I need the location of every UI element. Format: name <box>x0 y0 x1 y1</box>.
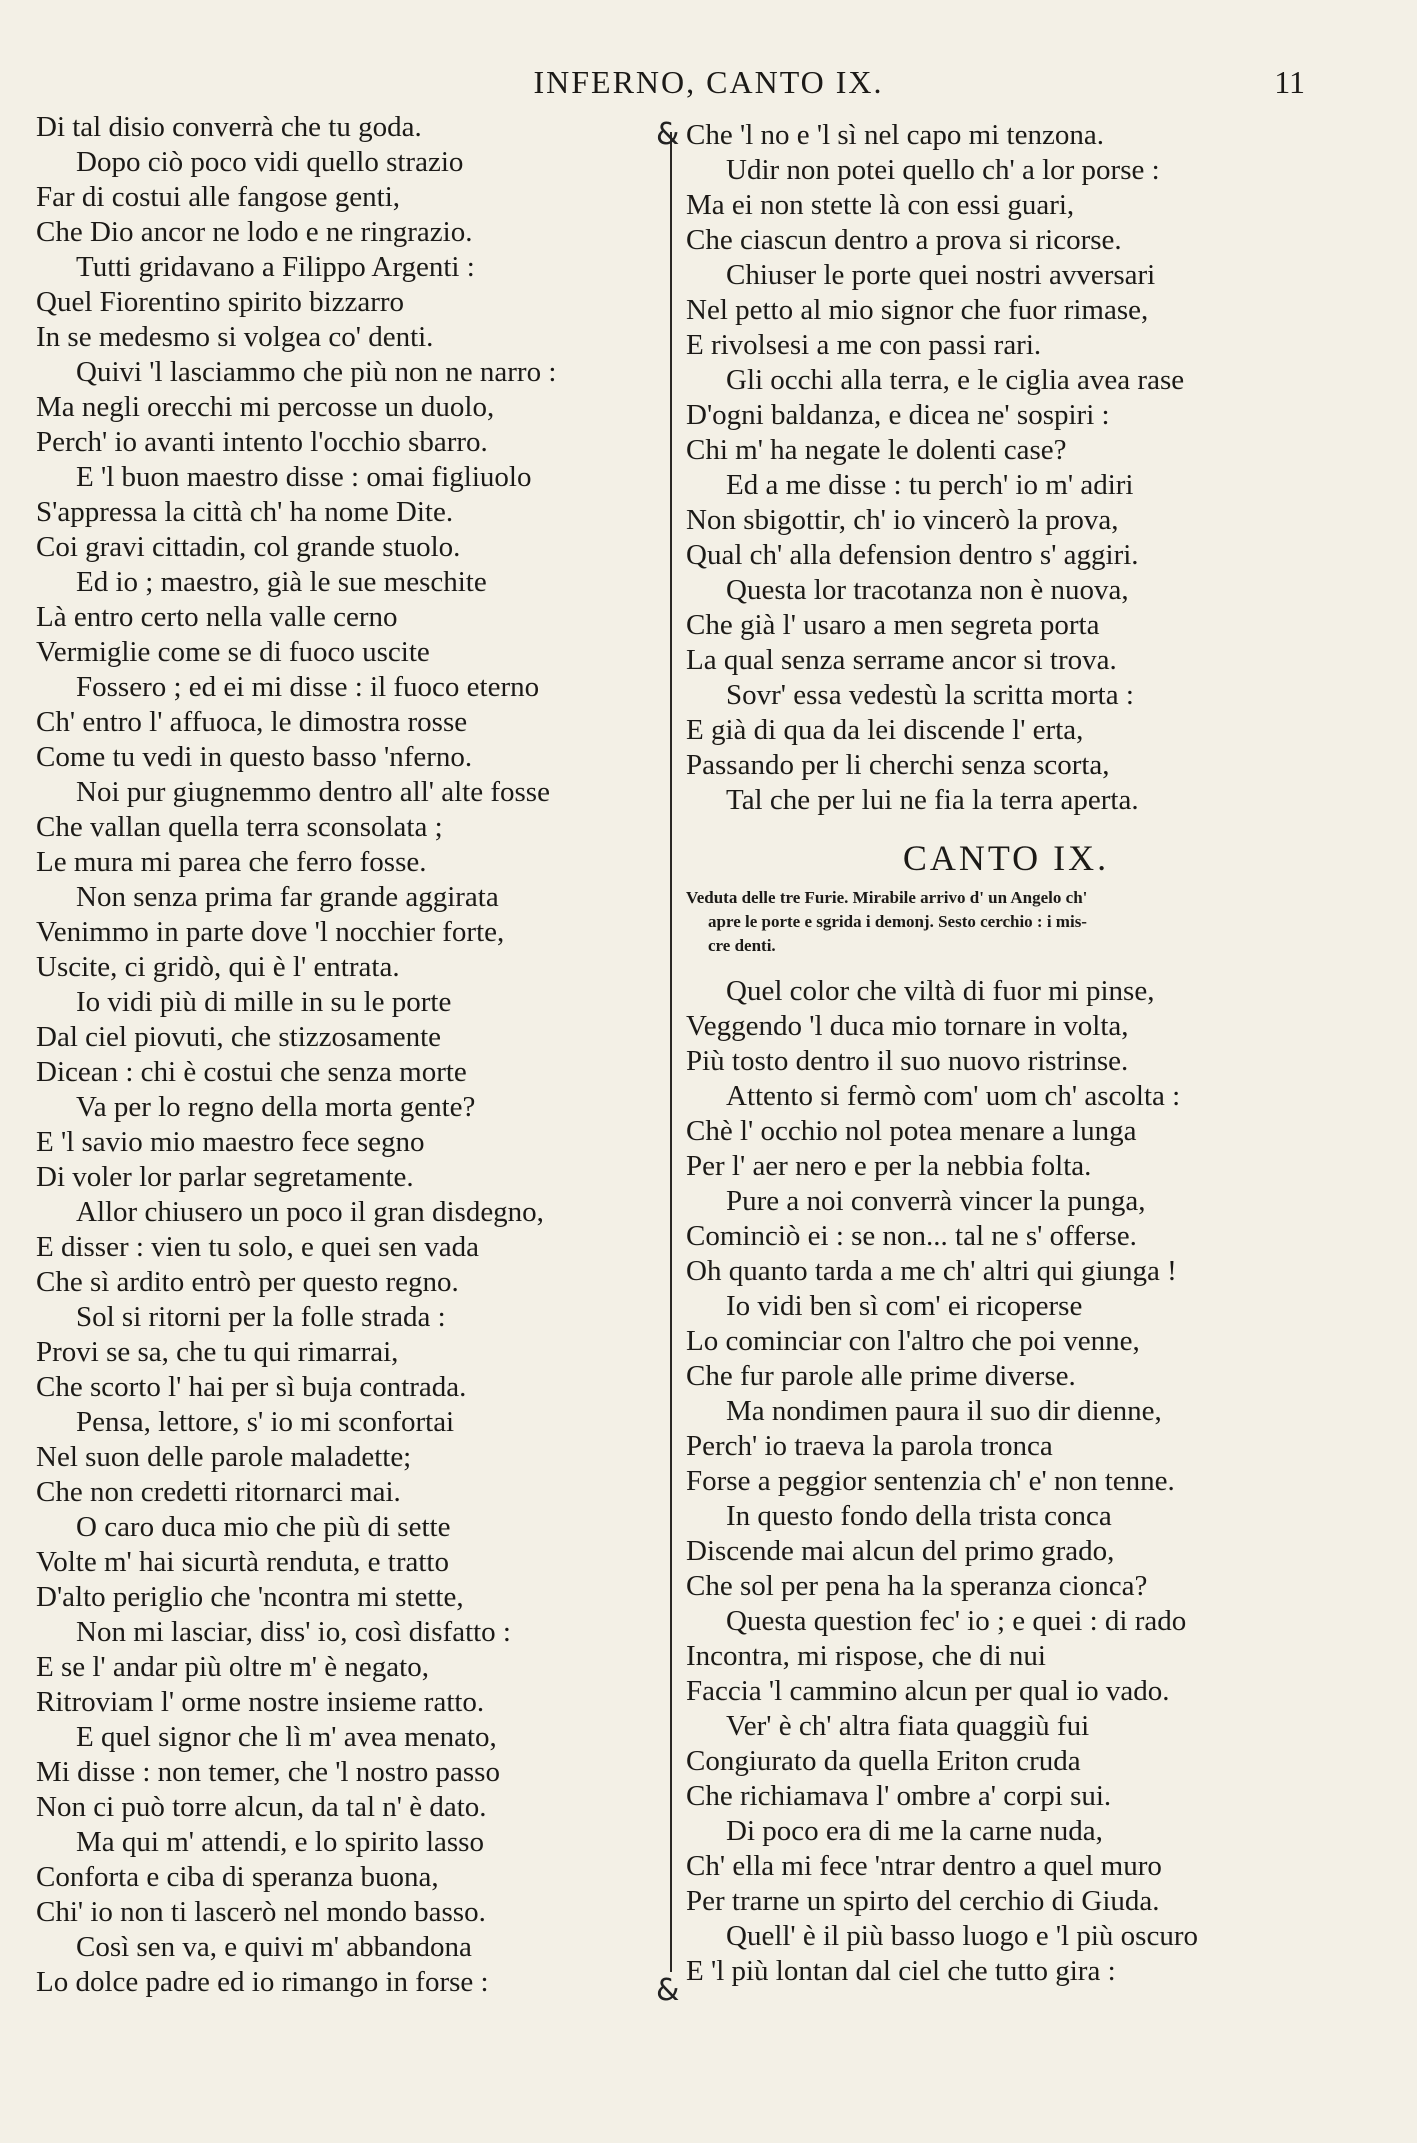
verse-line: Dal ciel piovuti, che stizzosamente <box>36 1021 442 1053</box>
verse-line: E già di qua da lei discende l' erta, <box>686 714 1084 746</box>
verse-line: Pure a noi converrà vincer la punga, <box>726 1185 1146 1217</box>
verse-line: Quivi 'l lasciammo che più non ne narro : <box>76 356 557 388</box>
verse-line: Pensa, lettore, s' io mi sconfortai <box>76 1406 455 1438</box>
verse-line: Che fur parole alle prime diverse. <box>686 1360 1076 1392</box>
verse-line: In questo fondo della trista conca <box>726 1500 1112 1532</box>
verse-line: Incontra, mi rispose, che di nui <box>686 1640 1046 1672</box>
verse-line: In se medesmo si volgea co' denti. <box>36 321 434 353</box>
verse-line: Allor chiusero un poco il gran disdegno, <box>76 1196 544 1228</box>
verse-line: E rivolsesi a me con passi rari. <box>686 329 1042 361</box>
verse-line: Perch' io traeva la parola tronca <box>686 1430 1053 1462</box>
verse-line: Coi gravi cittadin, col grande stuolo. <box>36 531 461 563</box>
right-column-verses-top <box>686 118 1326 818</box>
verse-line: Attento si fermò com' uom ch' ascolta : <box>726 1080 1181 1112</box>
column-divider <box>670 132 672 1972</box>
running-title: INFERNO, CANTO IX. <box>533 64 884 100</box>
verse-line: Passando per li cherchi senza scorta, <box>686 749 1110 781</box>
verse-line: Chiuser le porte quei nostri avversari <box>726 259 1156 291</box>
verse-line: Così sen va, e quivi m' abbandona <box>76 1931 472 1963</box>
verse-line: Tutti gridavano a Filippo Argenti : <box>76 251 475 283</box>
verse-line: Più tosto dentro il suo nuovo ristrinse. <box>686 1045 1129 1077</box>
verse-line: Di voler lor parlar segretamente. <box>36 1161 414 1193</box>
verse-line: Perch' io avanti intento l'occhio sbarro. <box>36 426 488 458</box>
verse-line: E 'l più lontan dal ciel che tutto gira : <box>686 1955 1116 1987</box>
page-number: 11 <box>1274 64 1305 100</box>
verse-line: Quel color che viltà di fuor mi pinse, <box>726 975 1155 1007</box>
verse-line: Che sol per pena ha la speranza cionca? <box>686 1570 1148 1602</box>
verse-line: Qual ch' alla defension dentro s' aggiri. <box>686 539 1139 571</box>
verse-line: Dopo ciò poco vidi quello strazio <box>76 146 464 178</box>
verse-line: Che vallan quella terra sconsolata ; <box>36 811 443 843</box>
verse-line: Che 'l no e 'l sì nel capo mi tenzona. <box>686 119 1104 151</box>
verse-line: Là entro certo nella valle cerno <box>36 601 398 633</box>
verse-line: Ma negli orecchi mi percosse un duolo, <box>36 391 495 423</box>
verse-line: Ver' è ch' altra fiata quaggiù fui <box>726 1710 1090 1742</box>
verse-line: Chi' io non ti lascerò nel mondo basso. <box>36 1896 486 1928</box>
verse-line: E 'l buon maestro disse : omai figliuolo <box>76 461 532 493</box>
verse-line: S'appressa la città ch' ha nome Dite. <box>36 496 454 528</box>
left-column <box>36 110 666 2000</box>
verse-line: Non senza prima far grande aggirata <box>76 881 499 913</box>
verse-line: Lo dolce padre ed io rimango in forse : <box>36 1966 489 1998</box>
verse-line: Di tal disio converrà che tu goda. <box>36 111 422 143</box>
verse-line: Ritroviam l' orme nostre insieme ratto. <box>36 1686 485 1718</box>
verse-line: Non ci può torre alcun, da tal n' è dato. <box>36 1791 487 1823</box>
verse-line: Gli occhi alla terra, e le ciglia avea rase <box>726 364 1185 396</box>
verse-line: Che ciascun dentro a prova si ricorse. <box>686 224 1122 256</box>
right-column-verses-bottom <box>686 974 1326 1989</box>
verse-line: Ch' ella mi fece 'ntrar dentro a quel muro <box>686 1850 1162 1882</box>
verse-line: Discende mai alcun del primo grado, <box>686 1535 1115 1567</box>
verse-line: E disser : vien tu solo, e quei sen vada <box>36 1231 479 1263</box>
verse-line: Che non credetti ritornarci mai. <box>36 1476 401 1508</box>
page-header <box>0 64 1417 110</box>
verse-line: Oh quanto tarda a me ch' altri qui giunga ! <box>686 1255 1177 1287</box>
verse-line: Va per lo regno della morta gente? <box>76 1091 476 1123</box>
verse-line: Forse a peggior sentenzia ch' e' non tenne. <box>686 1465 1175 1497</box>
verse-line: Ch' entro l' affuoca, le dimostra rosse <box>36 706 468 738</box>
ornament-bottom-icon: & <box>656 1973 680 2008</box>
verse-line: Mi disse : non temer, che 'l nostro passo <box>36 1756 500 1788</box>
verse-line: Noi pur giugnemmo dentro all' alte fosse <box>76 776 550 808</box>
verse-line: E quel signor che lì m' avea menato, <box>76 1721 497 1753</box>
verse-line: Provi se sa, che tu qui rimarrai, <box>36 1336 399 1368</box>
verse-line: Nel petto al mio signor che fuor rimase, <box>686 294 1149 326</box>
verse-line: Nel suon delle parole maladette; <box>36 1441 412 1473</box>
verse-line: Far di costui alle fangose genti, <box>36 181 401 213</box>
verse-line: Tal che per lui ne fia la terra aperta. <box>726 784 1139 816</box>
verse-line: Di poco era di me la carne nuda, <box>726 1815 1103 1847</box>
verse-line: Che sì ardito entrò per questo regno. <box>36 1266 459 1298</box>
verse-line: Ma ei non stette là con essi guari, <box>686 189 1075 221</box>
verse-line: O caro duca mio che più di sette <box>76 1511 451 1543</box>
verse-line: Che già l' usaro a men segreta porta <box>686 609 1100 641</box>
verse-line: Udir non potei quello ch' a lor porse : <box>726 154 1160 186</box>
verse-line: Che scorto l' hai per sì buja contrada. <box>36 1371 467 1403</box>
ornament-top-icon: & <box>656 117 680 152</box>
argument-line: Veduta delle tre Furie. Mirabile arrivo d' un Angelo ch' <box>686 888 1088 907</box>
verse-line: Congiurato da quella Eriton cruda <box>686 1745 1081 1777</box>
verse-line: E se l' andar più oltre m' è negato, <box>36 1651 429 1683</box>
verse-line: Non sbigottir, ch' io vincerò la prova, <box>686 504 1119 536</box>
verse-line: Fossero ; ed ei mi disse : il fuoco eterno <box>76 671 540 703</box>
verse-line: Io vidi più di mille in su le porte <box>76 986 452 1018</box>
verse-line: La qual senza serrame ancor si trova. <box>686 644 1117 676</box>
verse-line: Io vidi ben sì com' ei ricoperse <box>726 1290 1083 1322</box>
verse-line: Non mi lasciar, diss' io, così disfatto : <box>76 1616 511 1648</box>
canto-argument <box>686 886 1326 958</box>
verse-line: E 'l savio mio maestro fece segno <box>36 1126 425 1158</box>
verse-line: Sol si ritorni per la folle strada : <box>76 1301 446 1333</box>
verse-line: Conforta e ciba di speranza buona, <box>36 1861 439 1893</box>
verse-line: Ed io ; maestro, già le sue meschite <box>76 566 487 598</box>
verse-line: Dicean : chi è costui che senza morte <box>36 1056 467 1088</box>
verse-line: Le mura mi parea che ferro fosse. <box>36 846 427 878</box>
verse-line: Ma nondimen paura il suo dir dienne, <box>726 1395 1162 1427</box>
verse-line: Ma qui m' attendi, e lo spirito lasso <box>76 1826 484 1858</box>
verse-line: Chè l' occhio nol potea menare a lunga <box>686 1115 1137 1147</box>
argument-line: apre le porte e sgrida i demonj. Sesto cerchio : i mis- <box>708 912 1087 931</box>
verse-line: Faccia 'l cammino alcun per qual io vado. <box>686 1675 1170 1707</box>
verse-line: Chi m' ha negate le dolenti case? <box>686 434 1067 466</box>
verse-line: D'alto periglio che 'ncontra mi stette, <box>36 1581 464 1613</box>
verse-line: Come tu vedi in questo basso 'nferno. <box>36 741 473 773</box>
verse-line: Venimmo in parte dove 'l nocchier forte, <box>36 916 505 948</box>
verse-line: Per trarne un spirto del cerchio di Giuda. <box>686 1885 1160 1917</box>
verse-line: Lo cominciar con l'altro che poi venne, <box>686 1325 1140 1357</box>
verse-line: Veggendo 'l duca mio tornare in volta, <box>686 1010 1129 1042</box>
right-column <box>686 118 1326 1989</box>
verse-line: Che Dio ancor ne lodo e ne ringrazio. <box>36 216 473 248</box>
canto-heading: CANTO IX. <box>902 838 1110 878</box>
verse-line: Uscite, ci gridò, qui è l' entrata. <box>36 951 400 983</box>
verse-line: Cominciò ei : se non... tal ne s' offerse. <box>686 1220 1137 1252</box>
verse-line: Questa lor tracotanza non è nuova, <box>726 574 1129 606</box>
verse-line: Ed a me disse : tu perch' io m' adiri <box>726 469 1134 501</box>
verse-line: Vermiglie come se di fuoco uscite <box>36 636 430 668</box>
argument-line: cre denti. <box>708 936 776 955</box>
verse-line: Volte m' hai sicurtà renduta, e tratto <box>36 1546 449 1578</box>
verse-line: Questa question fec' io ; e quei : di rado <box>726 1605 1187 1637</box>
verse-line: Quel Fiorentino spirito bizzarro <box>36 286 405 318</box>
verse-line: Sovr' essa vedestù la scritta morta : <box>726 679 1134 711</box>
verse-line: Quell' è il più basso luogo e 'l più oscuro <box>726 1920 1198 1952</box>
verse-line: D'ogni baldanza, e dicea ne' sospiri : <box>686 399 1110 431</box>
verse-line: Per l' aer nero e per la nebbia folta. <box>686 1150 1092 1182</box>
verse-line: Che richiamava l' ombre a' corpi sui. <box>686 1780 1112 1812</box>
